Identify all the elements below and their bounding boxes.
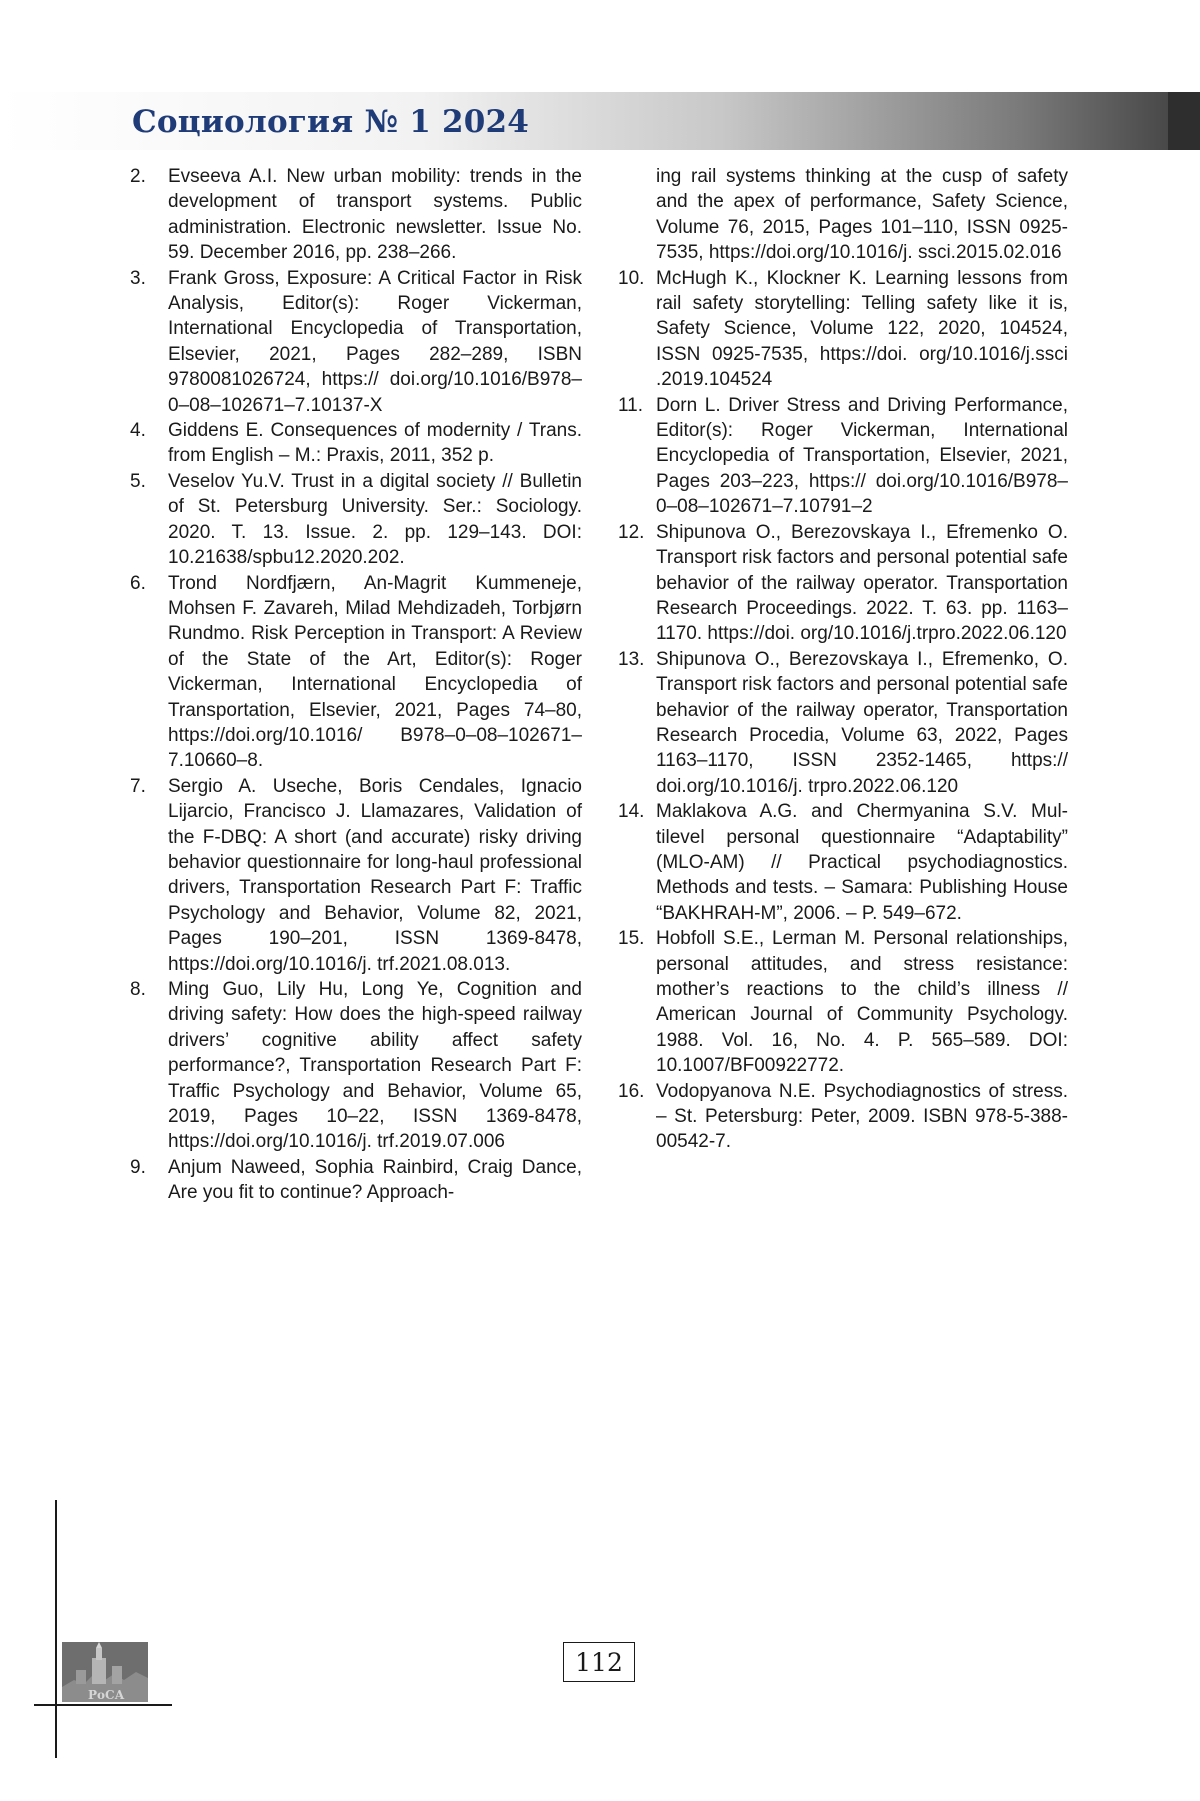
reference-item <box>130 1155 582 1206</box>
reference-item <box>130 164 582 266</box>
reference-number: 14. <box>618 799 644 824</box>
logo-text: РоСА <box>88 1688 124 1702</box>
reference-item <box>618 520 1068 647</box>
reference-number: 3. <box>130 266 146 291</box>
reference-text: Frank Gross, Exposure: A Critical Fac­tor in Risk Analysis, Editor(s): Roger Vick­erman, International Encyclopedia of Transportation, Elsevier, 2021, Pages 282–289, ISBN 9780081026724, https:// doi.org/10.1016/B978–0–08–102671–7.10137-X <box>168 268 582 416</box>
reference-text: ing rail systems thinking at the cusp of safe­ty and the apex of performance, Safety Sci­ence, Volume 76, 2015, Pages 101–110, ISSN 0925-7535, https://doi.org/10.1016/j. ssci.2015.02.016 <box>656 166 1068 263</box>
reference-item <box>618 266 1068 393</box>
reference-text: Giddens E. Consequences of moderni­ty / Trans. from English – M.: Praxis, 2011, 352 p. <box>168 420 582 466</box>
reference-text: Dorn L. Driver Stress and Driving Perfor­mance, Editor(s): Roger Vickerman, Inter­national Encyclopedia of Transportation, Elsevier, 2021, Pages 203–223, https:// doi.org/10.1016/B978–0–08–102671–7.10791–2 <box>656 395 1068 518</box>
reference-text: Veselov Yu.V. Trust in a digital society // Bul­letin of St. Petersburg University. Ser.: Soci­ology. 2020. T. 13. Issue. 2. pp. 129–143. DOI: 10.21638/spbu12.2020.202. <box>168 471 582 568</box>
reference-number: 6. <box>130 571 146 596</box>
reference-item <box>618 926 1068 1078</box>
reference-continuation <box>618 164 1068 266</box>
reference-item <box>618 799 1068 926</box>
reference-number: 16. <box>618 1079 644 1104</box>
page-number: 112 <box>563 1642 635 1682</box>
reference-text: Shipunova O., Berezovskaya I., Efremen­ko, O. Transport risk factors and personal potential safe behavior of the railway op­erator, Transportation Research Proce­dia, Volume 63, 2022, Pages 1163–1170, ISSN 2352-1465, https:// doi.org/10.1016/j. trpro.2022.06.120 <box>656 649 1068 797</box>
reference-number: 7. <box>130 774 146 799</box>
reference-item <box>130 266 582 418</box>
reference-number: 13. <box>618 647 644 672</box>
reference-item <box>130 571 582 774</box>
reference-text: Evseeva A.I. New urban mobility: trends in the development of transport systems. Pub­lic administration. Electronic newsletter. Is­sue No. 59. December 2016, pp. 238–266. <box>168 166 582 263</box>
reference-number: 15. <box>618 926 644 951</box>
reference-text: Maklakova A.G. and Chermyanina S.V. Mul­tilevel personal questionnaire “Adaptability” (MLO-AM) // Practical psychodiagnostics. Methods and tests. – Samara: Publishing House “BAKHRAH-M”, 2006. – P. 549–672. <box>656 801 1068 924</box>
reference-number: 5. <box>130 469 146 494</box>
reference-number: 10. <box>618 266 644 291</box>
crop-mark-horizontal <box>34 1704 172 1706</box>
reference-text: Shipunova O., Berezovskaya I., Efremen­ko O. Transport risk factors and personal potential safe behavior of the railway oper­ator. Transportation Research Proceedings. 2022. T. 63. pp. 1163–1170. https://doi. org/10.1016/j.trpro.2022.06.120 <box>656 522 1068 645</box>
references-left-column <box>130 164 582 1206</box>
reference-number: 4. <box>130 418 146 443</box>
reference-text: Trond Nordfjærn, An-Magrit Kummene­je, Mohsen F. Zavareh, Milad Mehdiza­deh, Torbjørn Rundmo. Risk Perception in Transport: A Review of the State of the Art, Editor(s): Roger Vickerman, International Encyclopedia of Transportation, Elsevier, 2021, Pages 74–80, https://doi.org/10.1016/ B978–0–08–102671–7.10660–8. <box>168 573 582 772</box>
reference-item <box>130 774 582 977</box>
reference-item <box>618 1079 1068 1155</box>
reference-number: 2. <box>130 164 146 189</box>
journal-title: Социология № 1 2024 <box>132 104 529 140</box>
reference-text: Vodopyanova N.E. Psychodiagnostics of stress. – St. Petersburg: Peter, 2009. IS­BN 978-5-388-00542-7. <box>656 1081 1068 1153</box>
reference-number: 11. <box>618 393 643 418</box>
reference-text: Hobfoll S.E., Lerman M. Personal relation­ships, personal attitudes, and stress re­sistance: mother’s reactions to the child’s illness // American Journal of Community Psychology. 1988. Vol. 16, No. 4. P. 565–589. DOI: 10.1007/BF00922772. <box>656 928 1068 1076</box>
references-right-column <box>618 164 1068 1155</box>
reference-text: Sergio A. Useche, Boris Cendales, Ignacio Lijarcio, Francisco J. Llamazares, Validation of the F-DBQ: A short (and accurate) risky driving behavior questionnaire for long-haul professional drivers, Transportation Re­search Part F: Traffic Psychology and Be­havior, Volume 82, 2021, Pages 190–201, ISSN 1369-8478, https://doi.org/10.1016/j. trf.2021.08.013. <box>168 776 582 975</box>
reference-number: 9. <box>130 1155 146 1180</box>
reference-item <box>618 647 1068 799</box>
reference-text: McHugh K., Klockner K. Learning lessons from rail safety storytelling: Telling safe­ty like it is, Safety Science, Volume 122, 2020, 104524, ISSN 0925-7535, https://doi. org/10.1016/j.ssci .2019.104524 <box>656 268 1068 391</box>
reference-number: 12. <box>618 520 644 545</box>
reference-text: Anjum Naweed, Sophia Rainbird, Craig Dance, Are you fit to continue? Approach- <box>168 1157 582 1203</box>
crop-mark-vertical <box>55 1500 57 1758</box>
reference-number: 8. <box>130 977 146 1002</box>
reference-item <box>130 418 582 469</box>
reference-text: Ming Guo, Lily Hu, Long Ye, Cognition and driving safety: How does the high-speed railway drivers’ cognitive ability af­fect safety performance?, Transportation Research Part F: Traffic Psychology and Behavior, Volume 65, 2019, Pages 10–22, ISSN 1369-8478, https://doi.org/10.1016/j. trf.2019.07.006 <box>168 979 582 1152</box>
reference-item <box>130 469 582 571</box>
reference-item <box>130 977 582 1155</box>
reference-item <box>618 393 1068 520</box>
